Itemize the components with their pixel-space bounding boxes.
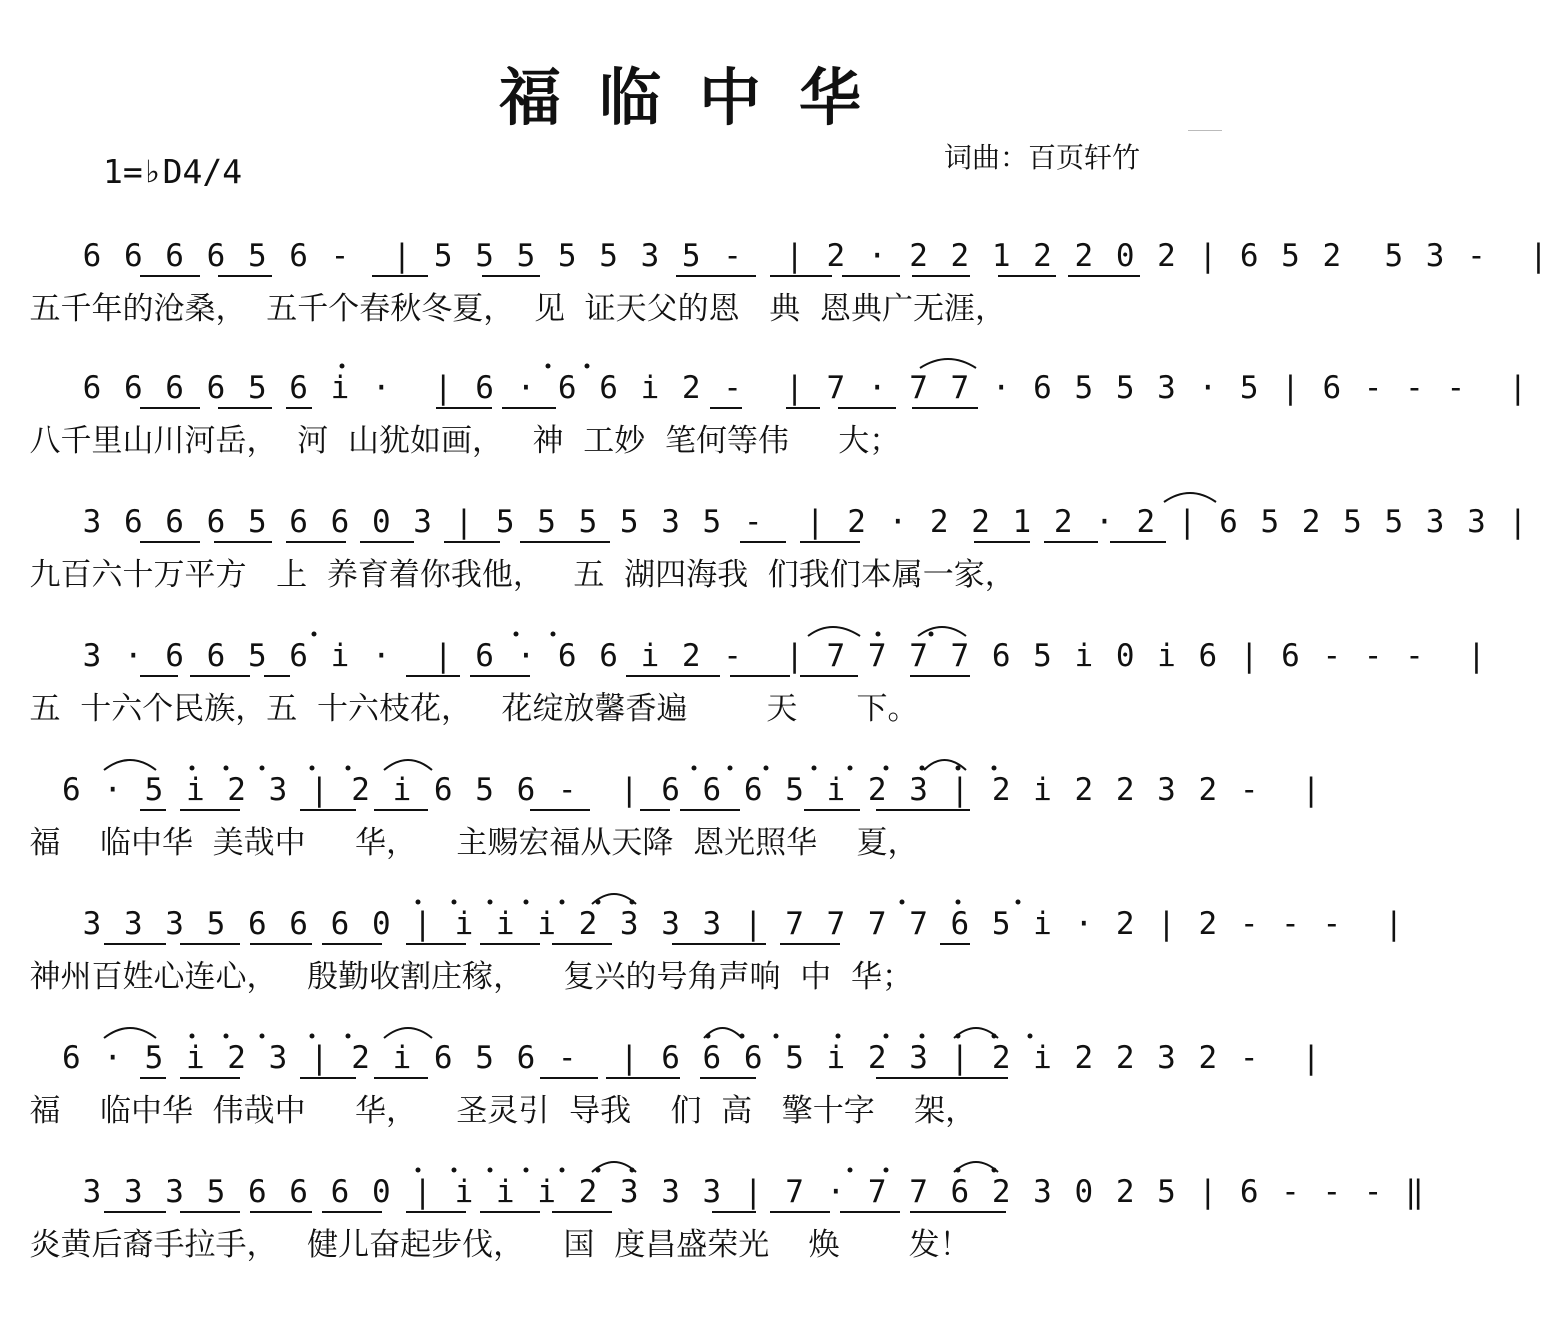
underline-marks (0, 1030, 1360, 1090)
lyrics: 八千里山川河岳， 河 山犹如画， 神 工妙 笔何等伟 大； (0, 423, 901, 459)
numbered-notes: 6 6 6 6 5 6 - | 5 5 5 5 5 3 5 - | 2 · 2 2 1 2 2 0 2 | 6 5 2 5 3 - | (0, 238, 1550, 274)
numbered-notes: 6 · 5 i 2 3 | 2 i 6 5 6 - | 6 6 6 5 i 2 3 | 2 i 2 2 3 2 - | (0, 1040, 1323, 1076)
underline-marks (0, 762, 1360, 822)
underline-marks (0, 494, 1530, 554)
underline-marks (0, 360, 1530, 420)
lyrics: 九百六十万平方 上 养育着你我他， 五 湖四海我 们我们本属一家， (0, 557, 1016, 593)
credits: 词曲：百页轩竹 (944, 141, 1141, 174)
underline-marks (0, 896, 1406, 956)
corner-mark (1188, 130, 1222, 131)
lyrics: 炎黄后裔手拉手， 健儿奋起步伐， 国 度昌盛荣光 焕 发！ (0, 1227, 971, 1263)
numbered-notes: 6 · 5 i 2 3 | 2 i 6 5 6 - | 6 6 6 5 i 2 3 | 2 i 2 2 3 2 - | (0, 772, 1323, 808)
underline-marks (0, 628, 1488, 688)
numbered-notes: 3 3 3 5 6 6 6 0 | i i i 2 3 3 3 | 7 7 7 7 6 5 i · 2 | 2 - - - | (0, 906, 1406, 942)
numbered-notes: 3 3 3 5 6 6 6 0 | i i i 2 3 3 3 | 7 · 7 7 6 2 3 0 2 5 | 6 - - - ‖ (0, 1174, 1426, 1210)
lyrics: 福 临中华 美哉中 华， 主赐宏福从天降 恩光照华 夏， (0, 825, 919, 861)
underline-marks (0, 1164, 1426, 1224)
numbered-notes: 3 6 6 6 5 6 6 0 3 | 5 5 5 5 3 5 - | 2 · 2 2 1 2 · 2 | 6 5 2 5 5 3 3 | (0, 504, 1530, 540)
numbered-notes: 3 · 6 6 5 6 i · | 6 · 6 6 i 2 - | 7 7 7 7 6 5 i 0 i 6 | 6 - - - | (0, 638, 1488, 674)
key-signature: 1=♭D4/4 (103, 152, 243, 191)
lyrics: 神州百姓心连心， 殷勤收割庄稼， 复兴的号角声响 中 华； (0, 959, 913, 995)
lyrics: 福 临中华 伟哉中 华， 圣灵引 导我 们 高 擎十字 架， (0, 1093, 977, 1129)
lyrics: 五千年的沧桑， 五千个春秋冬夏， 见 证天父的恩 典 恩典广无涯， (0, 291, 1006, 327)
song-title: 福临中华 (498, 61, 899, 134)
numbered-notes: 6 6 6 6 5 6 i · | 6 · 6 6 i 2 - | 7 · 7 7 · 6 5 5 3 · 5 | 6 - - - | (0, 370, 1530, 406)
lyrics: 五 十六个民族，五 十六枝花， 花绽放馨香遍 天 下。 (0, 691, 919, 727)
underline-marks (0, 228, 1550, 288)
